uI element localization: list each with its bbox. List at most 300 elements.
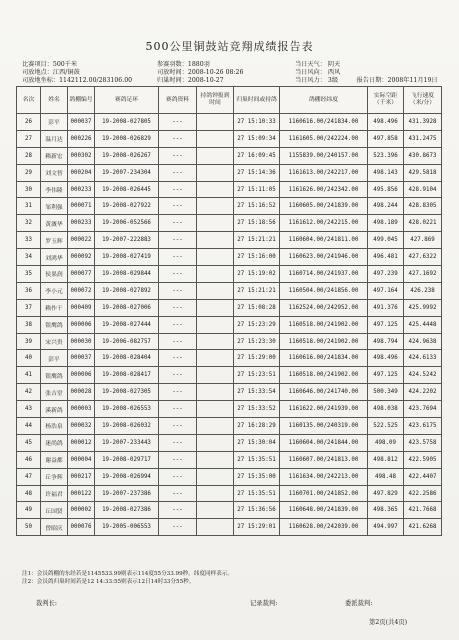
cell-coords: 1160648.00/241839.00 [280, 502, 368, 519]
cell-distance: 498.038 [368, 401, 404, 418]
table-row [17, 418, 442, 435]
cell-bird-info: --- [159, 130, 197, 147]
cell-bird-info: --- [159, 282, 197, 299]
cell-bird-info: --- [159, 164, 197, 181]
table-row [17, 434, 442, 451]
col-distance: 实际空距（千米） [368, 87, 404, 114]
cell-return-time: 27 15:21:21 [234, 282, 280, 299]
cell-distance: 498.143 [368, 164, 404, 181]
cell-rank: 33 [17, 232, 41, 249]
col-clock-time: 持鸽钟报到时间 [197, 87, 234, 114]
cell-name: 赖新宏 [41, 147, 68, 164]
cell-bird-info: --- [159, 384, 197, 401]
cell-speed: 423.5758 [404, 434, 442, 451]
cell-clock-time [197, 147, 234, 164]
table-row [17, 215, 442, 232]
cell-ring: 19-2008-026553 [95, 401, 159, 418]
table-row [17, 316, 442, 333]
cell-distance: 496.481 [368, 249, 404, 266]
cell-bird-info: --- [159, 232, 197, 249]
cell-rank: 47 [17, 468, 41, 485]
cell-loft-id: 000004 [68, 451, 95, 468]
cell-ring: 19-2008-027305 [95, 384, 159, 401]
cell-clock-time [197, 434, 234, 451]
table-row [17, 249, 442, 266]
cell-rank: 40 [17, 350, 41, 367]
cell-speed: 428.8305 [404, 198, 442, 215]
table-row [17, 502, 442, 519]
cell-speed: 421.6268 [404, 519, 442, 536]
cell-coords: 1160616.00/241834.00 [280, 350, 368, 367]
cell-loft-id: 000003 [68, 401, 95, 418]
cell-clock-time [197, 215, 234, 232]
cell-bird-info: --- [159, 451, 197, 468]
cell-name: 李伟隆 [41, 181, 68, 198]
table-row [17, 198, 442, 215]
cell-name: 邹利强 [41, 198, 68, 215]
cell-bird-info: --- [159, 401, 197, 418]
delegate-judge-signature: 委派裁判: [345, 600, 373, 607]
cell-return-time: 27 15:10:33 [234, 114, 280, 131]
table-row [17, 519, 442, 536]
cell-coords: 1160628.00/242039.00 [280, 519, 368, 536]
cell-ring: 19-2008-027922 [95, 198, 159, 215]
cell-speed: 425.4448 [404, 316, 442, 333]
cell-rank: 27 [17, 130, 41, 147]
cell-coords: 1161613.00/242217.00 [280, 164, 368, 181]
cell-loft-id: 000037 [68, 114, 95, 131]
table-row [17, 147, 442, 164]
cell-ring: 19-2007-222883 [95, 232, 159, 249]
cell-name: 宋兴贵 [41, 333, 68, 350]
cell-loft-id: 000022 [68, 232, 95, 249]
col-bird-info: 赛鸽资料 [159, 87, 197, 114]
cell-coords: 1160701.00/241852.00 [280, 485, 368, 502]
cell-name: 杨浩泉 [41, 418, 68, 435]
cell-loft-id: 000072 [68, 282, 95, 299]
cell-ring: 19-2008-027386 [95, 502, 159, 519]
cell-speed: 422.4407 [404, 468, 442, 485]
cell-ring: 19-2008-026829 [95, 130, 159, 147]
cell-ring: 19-2008-027892 [95, 282, 159, 299]
meta-release-time: 司放时间：2008-10-26 08:26 [157, 69, 244, 76]
cell-return-time: 27 15:09:34 [234, 130, 280, 147]
cell-ring: 19-2008-029717 [95, 451, 159, 468]
cell-ring: 19-2007-234304 [95, 164, 159, 181]
cell-loft-id: 000002 [68, 502, 95, 519]
cell-distance: 497.829 [368, 485, 404, 502]
cell-ring: 19-2008-027444 [95, 316, 159, 333]
cell-clock-time [197, 519, 234, 536]
cell-clock-time [197, 485, 234, 502]
cell-rank: 45 [17, 434, 41, 451]
cell-bird-info: --- [159, 519, 197, 536]
cell-speed: 431.2475 [404, 130, 442, 147]
cell-bird-info: --- [159, 418, 197, 435]
table-row [17, 181, 442, 198]
cell-return-time: 27 15:23:51 [234, 367, 280, 384]
cell-coords: 1160623.00/241946.00 [280, 249, 368, 266]
table-row [17, 468, 442, 485]
cell-distance: 498.812 [368, 451, 404, 468]
cell-return-time: 27 16:28:29 [234, 418, 280, 435]
cell-loft-id: 000006 [68, 367, 95, 384]
cell-distance: 494.997 [368, 519, 404, 536]
page-number: 第2页(共4页) [369, 619, 408, 626]
cell-name: 刘鸿华 [41, 249, 68, 266]
cell-coords: 1160607.00/241813.00 [280, 451, 368, 468]
cell-return-time: 27 15:35:51 [234, 451, 280, 468]
cell-loft-id: 000037 [68, 350, 95, 367]
table-row [17, 114, 442, 131]
cell-ring: 19-2006-082757 [95, 333, 159, 350]
meta-wind-direction: 当日风向： 西风 [295, 69, 341, 76]
note-1: 注1：会员鸽棚的东经若是1145533.99则表示114度55分33.99秒。纬度同样表示。 [22, 571, 234, 577]
cell-distance: 498.496 [368, 350, 404, 367]
col-rank: 名次 [17, 87, 41, 114]
cell-coords: 1160646.00/241740.00 [280, 384, 368, 401]
cell-return-time: 27 15:19:02 [234, 266, 280, 283]
cell-distance: 498.365 [368, 502, 404, 519]
cell-name: 黄溉华 [41, 215, 68, 232]
cell-speed: 424.5242 [404, 367, 442, 384]
cell-clock-time [197, 367, 234, 384]
cell-bird-info: --- [159, 266, 197, 283]
cell-coords: 1160135.00/240319.00 [280, 418, 368, 435]
cell-clock-time [197, 401, 234, 418]
cell-name: 溪新鸽 [41, 401, 68, 418]
cell-bird-info: --- [159, 249, 197, 266]
table-row [17, 266, 442, 283]
cell-loft-id: 000077 [68, 266, 95, 283]
cell-distance: 500.349 [368, 384, 404, 401]
cell-name: 刘文智 [41, 164, 68, 181]
cell-return-time: 27 15:14:36 [234, 164, 280, 181]
cell-bird-info: --- [159, 350, 197, 367]
cell-speed: 424.6133 [404, 350, 442, 367]
cell-return-time: 27 15:36:56 [234, 502, 280, 519]
cell-bird-info: --- [159, 147, 197, 164]
cell-coords: 1160604.00/241811.00 [280, 232, 368, 249]
cell-name: 银鹰鸽 [41, 316, 68, 333]
cell-ring: 19-2006-052566 [95, 215, 159, 232]
header-row [17, 87, 442, 114]
cell-ring: 19-2008-026445 [95, 181, 159, 198]
cell-loft-id: 000028 [68, 384, 95, 401]
cell-rank: 50 [17, 519, 41, 536]
cell-coords: 1160604.00/241844.00 [280, 434, 368, 451]
cell-coords: 1160605.00/241839.00 [280, 198, 368, 215]
cell-coords: 1160518.00/241902.00 [280, 333, 368, 350]
cell-name: 许福君 [41, 485, 68, 502]
cell-name: 迷尚鸽 [41, 434, 68, 451]
report-title: 500公里铜鼓站竞翔成绩报告表 [145, 40, 314, 53]
results-body [17, 114, 442, 536]
cell-speed: 423.6175 [404, 418, 442, 435]
cell-return-time: 27 15:30:04 [234, 434, 280, 451]
record-judge-signature: 记录裁判: [250, 600, 278, 607]
cell-loft-id: 000076 [68, 519, 95, 536]
cell-rank: 39 [17, 333, 41, 350]
table-row [17, 401, 442, 418]
chief-judge-signature: 裁判长: [36, 600, 58, 607]
cell-rank: 28 [17, 147, 41, 164]
cell-return-time: 27 15:23:30 [234, 333, 280, 350]
cell-ring: 19-2008-026032 [95, 418, 159, 435]
col-name: 姓名 [41, 87, 68, 114]
meta-right [295, 61, 438, 85]
cell-speed: 424.9638 [404, 333, 442, 350]
cell-return-time: 27 15:11:05 [234, 181, 280, 198]
cell-ring: 19-2008-028404 [95, 350, 159, 367]
cell-return-time: 27 15:16:00 [234, 249, 280, 266]
cell-clock-time [197, 164, 234, 181]
cell-bird-info: --- [159, 367, 197, 384]
table-row [17, 299, 442, 316]
note-2: 注2：会员鸽归巢时间若是12 14:33:55则表示12日14时33分55秒。 [22, 579, 195, 585]
col-return-time: 归巢时间或持鸽 [234, 87, 280, 114]
cell-coords: 1155839.00/240157.00 [280, 147, 368, 164]
cell-name: 谢益都 [41, 451, 68, 468]
cell-return-time: 27 15:35:00 [234, 468, 280, 485]
cell-coords: 1160518.00/241902.00 [280, 316, 368, 333]
cell-bird-info: --- [159, 215, 197, 232]
cell-coords: 1160504.00/241856.00 [280, 282, 368, 299]
cell-name: 罗玉辉 [41, 232, 68, 249]
cell-loft-id: 000302 [68, 147, 95, 164]
cell-name: 彭平 [41, 350, 68, 367]
cell-name: 侯果润 [41, 266, 68, 283]
cell-return-time: 27 15:21:21 [234, 232, 280, 249]
cell-speed: 423.7694 [404, 401, 442, 418]
cell-bird-info: --- [159, 333, 197, 350]
meta-event: 比赛项目：500千米 [22, 61, 78, 68]
cell-rank: 34 [17, 249, 41, 266]
cell-return-time: 27 15:33:52 [234, 401, 280, 418]
cell-distance: 497.239 [368, 266, 404, 283]
cell-bird-info: --- [159, 299, 197, 316]
col-speed: 飞行速度（米/分） [404, 87, 442, 114]
cell-return-time: 27 15:23:29 [234, 316, 280, 333]
cell-coords: 1161634.00/242213.00 [280, 468, 368, 485]
cell-clock-time [197, 266, 234, 283]
cell-return-time: 27 15:08:28 [234, 299, 280, 316]
table-row [17, 485, 442, 502]
cell-name: 曾昭庆 [41, 519, 68, 536]
cell-name: 赖作干 [41, 299, 68, 316]
cell-rank: 38 [17, 316, 41, 333]
cell-clock-time [197, 333, 234, 350]
cell-distance: 499.045 [368, 232, 404, 249]
cell-rank: 46 [17, 451, 41, 468]
cell-coords: 1161622.00/241939.00 [280, 401, 368, 418]
cell-distance: 498.794 [368, 333, 404, 350]
table-row [17, 451, 442, 468]
meta-entries: 参赛羽数：1880羽 [157, 61, 210, 68]
cell-clock-time [197, 350, 234, 367]
cell-name: 彭平 [41, 114, 68, 131]
cell-rank: 31 [17, 198, 41, 215]
cell-loft-id: 000006 [68, 316, 95, 333]
cell-distance: 497.125 [368, 367, 404, 384]
cell-coords: 1161626.00/242342.00 [280, 181, 368, 198]
table-row [17, 333, 442, 350]
cell-clock-time [197, 130, 234, 147]
cell-clock-time [197, 384, 234, 401]
table-row [17, 384, 442, 401]
table-row [17, 232, 442, 249]
meta-wind-force-date: 当日风力： 3级 报告日期：2008年11月19日 [295, 77, 438, 84]
cell-bird-info: --- [159, 114, 197, 131]
cell-coords: 1160518.00/241902.00 [280, 367, 368, 384]
cell-distance: 491.376 [368, 299, 404, 316]
cell-coords: 1161605.00/242224.00 [280, 130, 368, 147]
cell-speed: 429.5818 [404, 164, 442, 181]
cell-name: 李小元 [41, 282, 68, 299]
cell-loft-id: 000030 [68, 333, 95, 350]
col-ring: 赛鸽足环 [95, 87, 159, 114]
cell-clock-time [197, 468, 234, 485]
cell-name: 丘争辉 [41, 468, 68, 485]
cell-distance: 498.496 [368, 114, 404, 131]
cell-bird-info: --- [159, 502, 197, 519]
cell-speed: 428.0221 [404, 215, 442, 232]
cell-rank: 36 [17, 282, 41, 299]
cell-rank: 41 [17, 367, 41, 384]
cell-ring: 19-2008-027805 [95, 114, 159, 131]
cell-rank: 26 [17, 114, 41, 131]
cell-bird-info: --- [159, 468, 197, 485]
cell-ring: 19-2008-028417 [95, 367, 159, 384]
cell-loft-id: 000217 [68, 468, 95, 485]
cell-return-time: 27 15:16:52 [234, 198, 280, 215]
cell-speed: 422.2586 [404, 485, 442, 502]
col-loft-id: 鸽棚编号 [68, 87, 95, 114]
cell-rank: 49 [17, 502, 41, 519]
cell-loft-id: 000409 [68, 299, 95, 316]
cell-clock-time [197, 198, 234, 215]
cell-name: 银鹰鸽 [41, 367, 68, 384]
cell-bird-info: --- [159, 434, 197, 451]
cell-rank: 35 [17, 266, 41, 283]
cell-coords: 1161612.00/242215.00 [280, 215, 368, 232]
cell-distance: 498.244 [368, 198, 404, 215]
cell-speed: 425.9992 [404, 299, 442, 316]
cell-loft-id: 000071 [68, 198, 95, 215]
cell-coords: 1160616.00/241834.00 [280, 114, 368, 131]
cell-distance: 498.48 [368, 468, 404, 485]
cell-ring: 19-2005-006553 [95, 519, 159, 536]
cell-speed: 431.3928 [404, 114, 442, 131]
cell-bird-info: --- [159, 181, 197, 198]
cell-rank: 30 [17, 181, 41, 198]
cell-speed: 421.7668 [404, 502, 442, 519]
cell-loft-id: 000204 [68, 164, 95, 181]
cell-name: 丘国贤 [41, 502, 68, 519]
table-row [17, 367, 442, 384]
cell-return-time: 27 15:29:01 [234, 519, 280, 536]
cell-ring: 19-2007-233443 [95, 434, 159, 451]
cell-distance: 523.396 [368, 147, 404, 164]
cell-return-time: 27 15:18:56 [234, 215, 280, 232]
cell-speed: 426.238 [404, 282, 442, 299]
cell-speed: 427.1692 [404, 266, 442, 283]
cell-rank: 42 [17, 384, 41, 401]
meta-release-coords: 司放地坐标：1142112.00/283106.00 [22, 77, 133, 84]
cell-loft-id: 000233 [68, 215, 95, 232]
cell-distance: 497.164 [368, 282, 404, 299]
cell-speed: 424.2202 [404, 384, 442, 401]
table-row [17, 164, 442, 181]
cell-ring: 19-2008-029844 [95, 266, 159, 283]
cell-speed: 430.8673 [404, 147, 442, 164]
cell-name: 温月达 [41, 130, 68, 147]
cell-name: 张吉堂 [41, 384, 68, 401]
cell-speed: 427.869 [404, 232, 442, 249]
cell-ring: 19-2008-027006 [95, 299, 159, 316]
cell-clock-time [197, 418, 234, 435]
cell-rank: 37 [17, 299, 41, 316]
cell-return-time: 27 15:29:00 [234, 350, 280, 367]
cell-return-time: 27 15:35:51 [234, 485, 280, 502]
cell-clock-time [197, 181, 234, 198]
cell-loft-id: 000032 [68, 418, 95, 435]
cell-distance: 497.125 [368, 316, 404, 333]
cell-loft-id: 000012 [68, 434, 95, 451]
table-row [17, 350, 442, 367]
cell-loft-id: 000092 [68, 249, 95, 266]
cell-rank: 48 [17, 485, 41, 502]
cell-clock-time [197, 316, 234, 333]
meta-return-date: 归巢时间：2008-10-27 [157, 77, 224, 84]
table-row [17, 130, 442, 147]
cell-ring: 19-2007-237386 [95, 485, 159, 502]
cell-bird-info: --- [159, 485, 197, 502]
cell-clock-time [197, 502, 234, 519]
footnotes [22, 570, 233, 586]
cell-speed: 428.9104 [404, 181, 442, 198]
col-coords: 鸽棚经纬度 [280, 87, 368, 114]
cell-speed: 427.6322 [404, 249, 442, 266]
cell-ring: 19-2008-027419 [95, 249, 159, 266]
cell-coords: 1162524.00/242952.00 [280, 299, 368, 316]
cell-rank: 32 [17, 215, 41, 232]
cell-clock-time [197, 114, 234, 131]
cell-return-time: 27 15:33:54 [234, 384, 280, 401]
cell-clock-time [197, 232, 234, 249]
cell-distance: 497.858 [368, 130, 404, 147]
cell-clock-time [197, 299, 234, 316]
cell-coords: 1160714.00/241937.00 [280, 266, 368, 283]
cell-loft-id: 000233 [68, 181, 95, 198]
cell-clock-time [197, 249, 234, 266]
meta-weather: 当日天气： 阴天 [295, 61, 341, 68]
cell-rank: 44 [17, 418, 41, 435]
cell-clock-time [197, 451, 234, 468]
cell-bird-info: --- [159, 316, 197, 333]
meta-left [22, 61, 132, 85]
table-row [17, 282, 442, 299]
cell-distance: 522.525 [368, 418, 404, 435]
cell-speed: 422.5905 [404, 451, 442, 468]
cell-loft-id: 000226 [68, 130, 95, 147]
meta-release-site: 司放地点：江西/铜鼓 [22, 69, 80, 76]
cell-distance: 495.856 [368, 181, 404, 198]
cell-bird-info: --- [159, 198, 197, 215]
cell-clock-time [197, 282, 234, 299]
results-table [16, 86, 442, 536]
cell-ring: 19-2008-026267 [95, 147, 159, 164]
